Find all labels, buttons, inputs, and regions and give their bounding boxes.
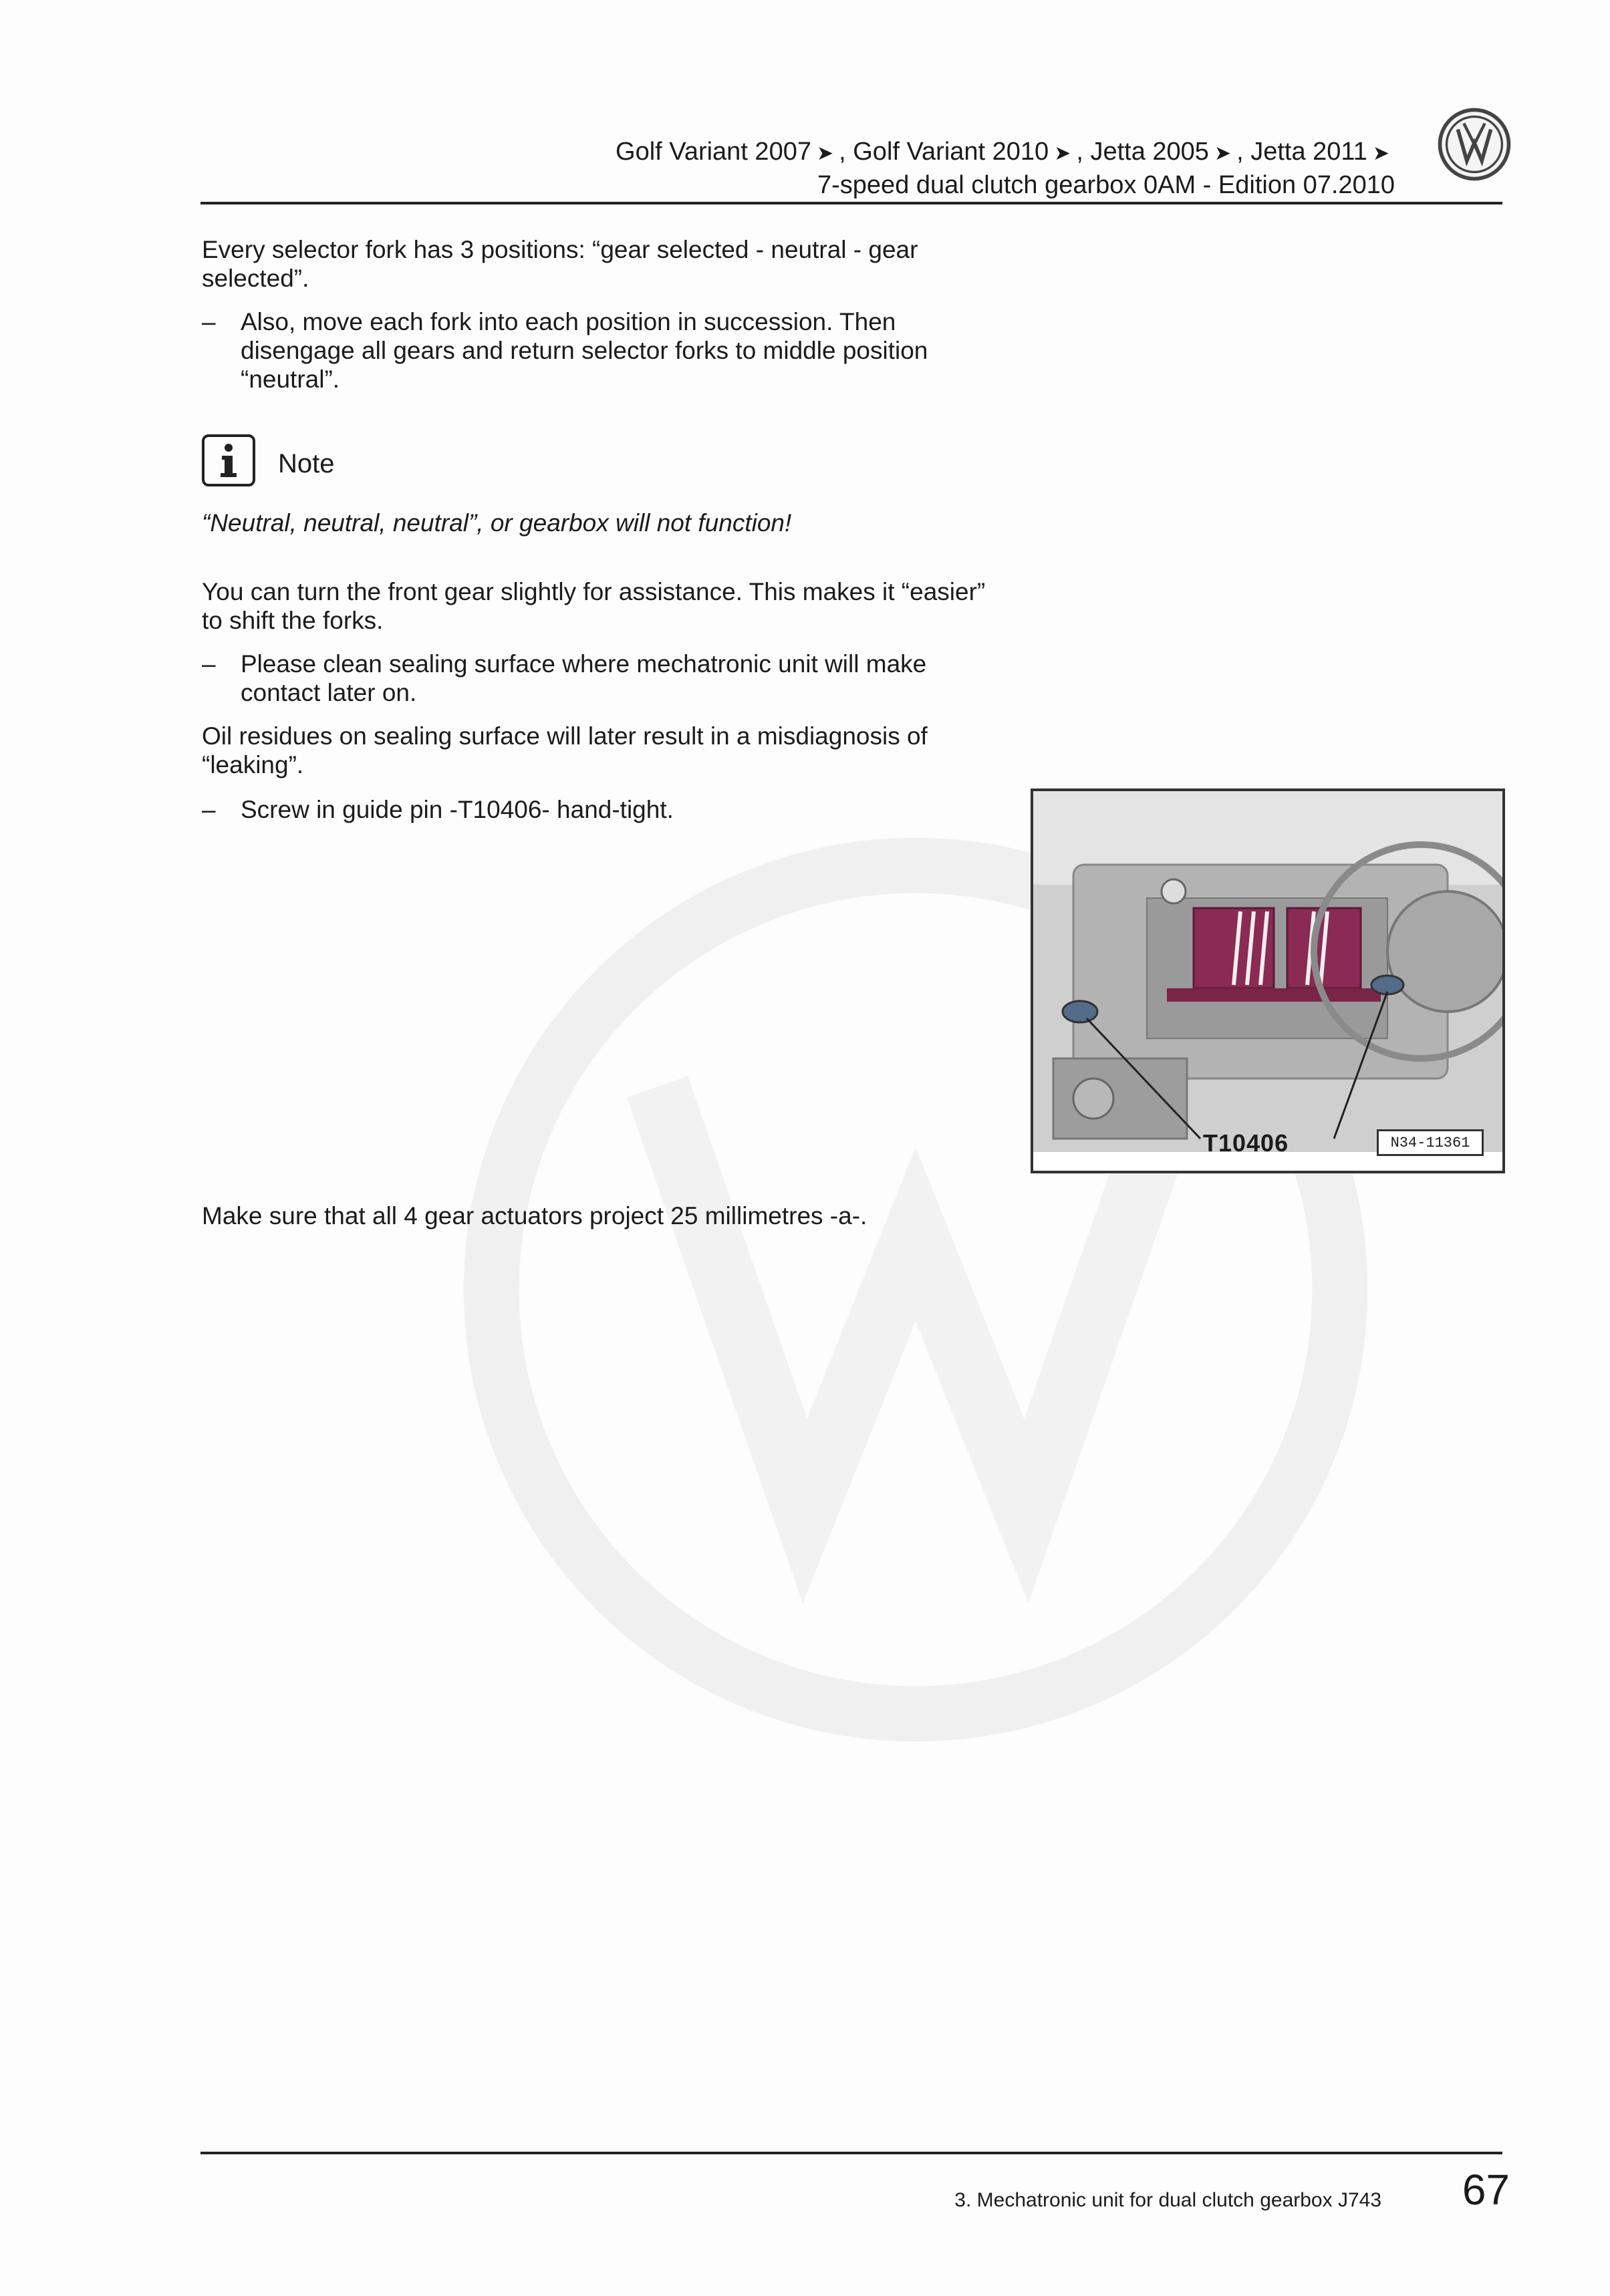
footer-section-title: 3. Mechatronic unit for dual clutch gearbox J743 [954, 2189, 1381, 2211]
svg-text:VW: VW [1474, 180, 1476, 182]
note-label: Note [278, 449, 335, 478]
header-subtitle: 7-speed dual clutch gearbox 0AM - Edition 07.2010 [817, 171, 1395, 199]
dash-bullet: – [202, 796, 216, 823]
footer-divider [200, 2152, 1502, 2154]
header-divider [200, 202, 1502, 204]
instruction-text: Also, move each fork into each position in succession. Then disengage all gears and return selector forks to middle position “neutral”. [241, 308, 928, 393]
note-text: “Neutral, neutral, neutral”, or gearbox will not function! [202, 509, 792, 537]
tool-callout-label: T10406 [1203, 1129, 1289, 1157]
model-jetta-2005: Jetta 2005 [1090, 138, 1209, 166]
dash-bullet: – [202, 650, 216, 678]
arrow-icon: ➤ [1214, 142, 1232, 164]
model-jetta-2011: Jetta 2011 [1250, 138, 1367, 166]
gearbox-illustration [1031, 788, 1505, 1173]
arrow-icon: ➤ [1372, 142, 1389, 164]
info-icon [202, 434, 255, 486]
arrow-icon: ➤ [1054, 142, 1071, 164]
paragraph-selector-positions: Every selector fork has 3 positions: “gear selected - neutral - gear selected”. [202, 236, 918, 292]
page-number: 67 [1462, 2166, 1510, 2214]
instruction-text: Screw in guide pin -T10406- hand-tight. [241, 796, 674, 823]
paragraph-gear-actuators: Make sure that all 4 gear actuators project 25 millimetres -a-. [202, 1202, 867, 1230]
model-golf-variant-2010: Golf Variant 2010 [853, 138, 1049, 166]
header-models: Golf Variant 2007 ➤ , Golf Variant 2010 ➤ , Jetta 2005 ➤ , Jetta 2011 ➤ [616, 138, 1389, 166]
arrow-icon: ➤ [816, 142, 834, 164]
paragraph-front-gear: You can turn the front gear slightly for assistance. This makes it “easier” to shift the forks. [202, 578, 986, 634]
instruction-text: Please clean sealing surface where mechatronic unit will make contact later on. [241, 650, 927, 706]
paragraph-oil-residues: Oil residues on sealing surface will later result in a misdiagnosis of “leaking”. [202, 722, 928, 778]
vw-logo-icon [1437, 107, 1512, 182]
figure-reference-number: N34-11361 [1377, 1129, 1484, 1156]
model-golf-variant-2007: Golf Variant 2007 [616, 138, 811, 166]
dash-bullet: – [202, 308, 216, 335]
